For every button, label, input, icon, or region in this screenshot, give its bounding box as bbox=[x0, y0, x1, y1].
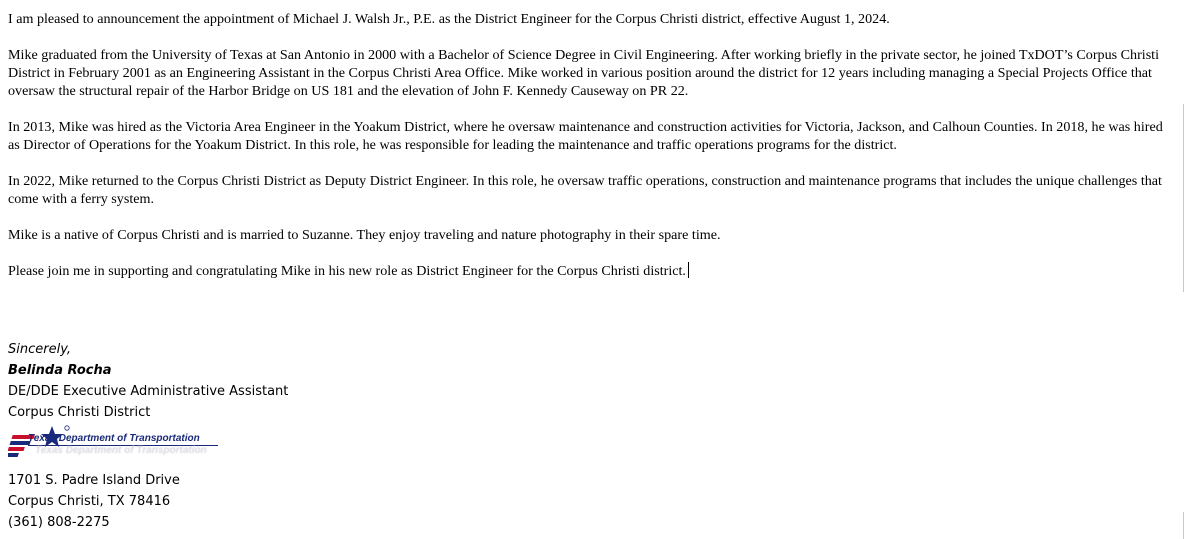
logo-text-shadow: Texas Department of Transportation bbox=[35, 445, 207, 456]
signature-district: Corpus Christi District bbox=[8, 405, 151, 420]
signature-closing: Sincerely, bbox=[8, 342, 72, 357]
paragraph-announcement: I am pleased to announcement the appointment of Michael J. Walsh Jr., P.E. as the District Engineer for the Corpus Christi district, effective August 1, 2024. bbox=[8, 11, 890, 27]
address-line-2: Corpus Christi, TX 78416 bbox=[8, 494, 171, 509]
closing-text: Please join me in supporting and congratulating Mike in his new role as District Engineer for the Corpus Christi district. bbox=[8, 263, 686, 279]
address-line-1: 1701 S. Padre Island Drive bbox=[8, 473, 180, 488]
phone-number: (361) 808-2275 bbox=[8, 515, 110, 530]
txdot-logo bbox=[8, 425, 223, 465]
email-signature bbox=[8, 339, 288, 533]
paragraph-personal: Mike is a native of Corpus Christi and is married to Suzanne. They enjoy traveling and nature photography in their spare time. bbox=[8, 227, 721, 243]
paragraph-career-yoakum: In 2013, Mike was hired as the Victoria Area Engineer in the Yoakum District, where he oversaw maintenance and construction activities for Victoria, Jackson, and Calhoun Counties. In 2018, he was hired as Director of Operations for the Yoakum District. In this role, he was responsible for leading the maintenance and traffic operations programs for the district. bbox=[8, 119, 1163, 153]
letter-body[interactable] bbox=[8, 10, 1176, 298]
paragraph-closing bbox=[8, 262, 1176, 280]
signature-title: DE/DDE Executive Administrative Assistant bbox=[8, 384, 289, 399]
paragraph-education: Mike graduated from the University of Texas at San Antonio in 2000 with a Bachelor of Science Degree in Civil Engineering. After working briefly in the private sector, he joined TxDOT’s Corpus Christi District in February 2001 as an Engineering Assistant in the Corpus Christi Area Office. Mike worked in various position around the district for 12 years including managing a Special Projects Office that oversaw the structural repair of the Harbor Bridge on US 181 and the elevation of John F. Kennedy Causeway on PR 22. bbox=[8, 47, 1160, 99]
signature-name: Belinda Rocha bbox=[8, 363, 112, 378]
logo-text: Texas Department of Transportation bbox=[28, 433, 200, 444]
text-cursor bbox=[688, 262, 689, 278]
scrollbar-track[interactable] bbox=[1183, 104, 1187, 292]
paragraph-return: In 2022, Mike returned to the Corpus Christi District as Deputy District Engineer. In this role, he oversaw traffic operations, construction and maintenance programs that includes the unique challenges that come with a ferry system. bbox=[8, 173, 1162, 207]
scrollbar-track-lower[interactable] bbox=[1183, 512, 1187, 539]
